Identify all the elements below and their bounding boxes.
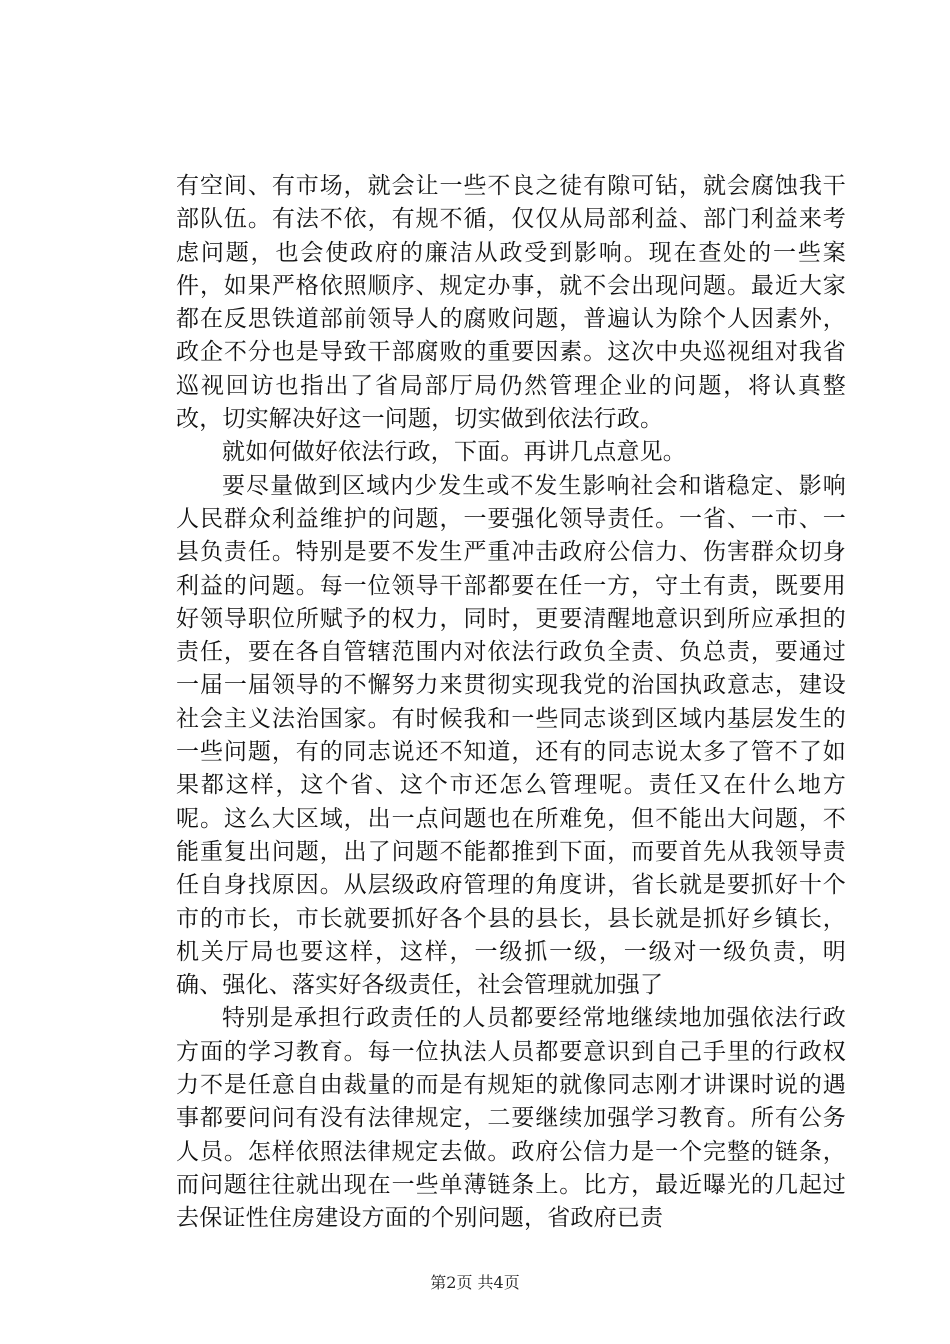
paragraph-1: 有空间、有市场，就会让一些不良之徒有隙可钻，就会腐蚀我干部队伍。有法不依，有规不循，仅仅从局部利益、部门利益来考虑问题，也会使政府的廉洁从政受到影响。现在查处的一些案件，如果严格依照顺序、规定办事，就不会出现问题。最近大家都在反思铁道部前领导人的腐败问题，普遍认为除个人因素外，政企不分也是导致干部腐败的重要因素。这次中央巡视组对我省巡视回访也指出了省局部厅局仍然管理企业的问题，将认真整改，切实解决好这一问题，切实做到依法行政。 xyxy=(176,173,846,433)
page-number: 第2页 共4页 xyxy=(430,1273,520,1292)
page-footer xyxy=(0,1273,950,1293)
document-body xyxy=(176,170,846,1236)
paragraph-4: 特别是承担行政责任的人员都要经常地继续地加强依法行政方面的学习教育。每一位执法人员都要意识到自己手里的行政权力不是任意自由裁量的而是有规矩的就像同志刚才讲课时说的遇事都要问问有没有法律规定，二要继续加强学习教育。所有公务人员。怎样依照法律规定去做。政府公信力是一个完整的链条，而问题往往就出现在一些单薄链条上。比方，最近曝光的几起过去保证性住房建设方面的个别问题，省政府已责 xyxy=(176,1005,846,1232)
paragraph-3: 要尽量做到区域内少发生或不发生影响社会和谐稳定、影响人民群众利益维护的问题，一要强化领导责任。一省、一市、一县负责任。特别是要不发生严重冲击政府公信力、伤害群众切身利益的问题。每一位领导干部都要在任一方，守土有责，既要用好领导职位所赋予的权力，同时，更要清醒地意识到所应承担的责任，要在各自管辖范围内对依法行政负全责、负总责，要通过一届一届领导的不懈努力来贯彻实现我党的治国执政意志，建设社会主义法治国家。有时候我和一些同志谈到区域内基层发生的一些问题，有的同志说还不知道，还有的同志说太多了管不了如果都这样，这个省、这个市还怎么管理呢。责任又在什么地方呢。这么大区域，出一点问题也在所难免，但不能出大问题，不能重复出问题，出了问题不能都推到下面，而要首先从我领导责任自身找原因。从层级政府管理的角度讲，省长就是要抓好十个市的市长，市长就要抓好各个县的县长，县长就是抓好乡镇长，机关厅局也要这样，这样，一级抓一级，一级对一级负责，明确、强化、落实好各级责任，社会管理就加强了 xyxy=(176,472,846,999)
paragraph-2: 就如何做好依法行政，下面。再讲几点意见。 xyxy=(222,439,686,466)
